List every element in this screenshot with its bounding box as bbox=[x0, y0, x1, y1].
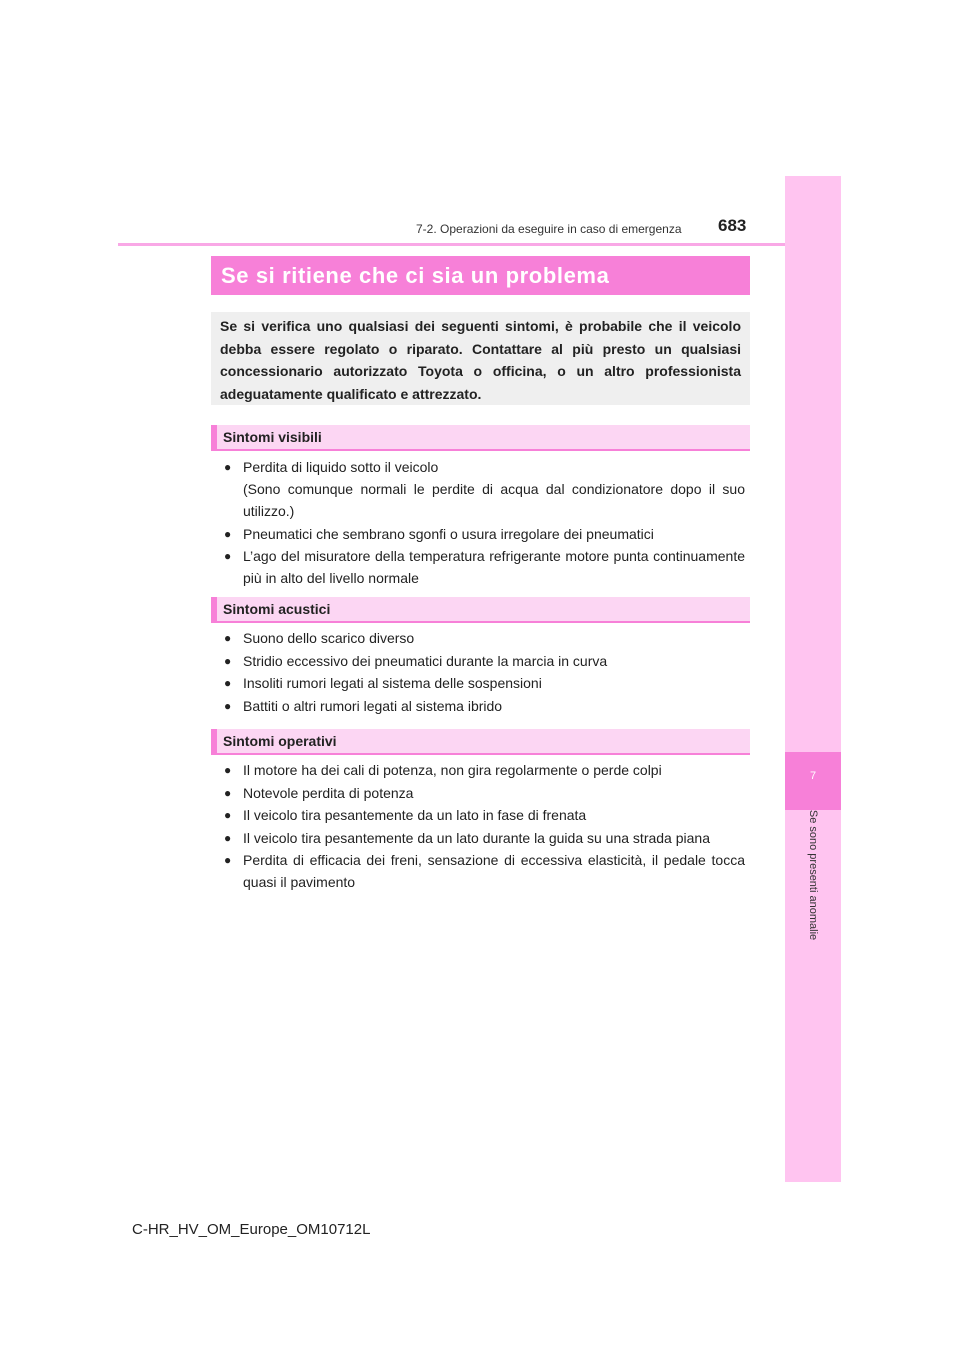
bullet-icon: ● bbox=[224, 853, 232, 867]
intro-box: Se si verifica uno qualsiasi dei seguenti sintomi, è probabile che il veicolo debba essere regolato o riparato. Contattare al più presto un qualsiasi concessionario autorizzato Toyota o officina, o un altro professionista adeguatamente qualificato e attrezzato. bbox=[211, 312, 750, 405]
list-item-text: L’ago del misuratore della temperatura refrigerante motore punta continuamente più in alto del livello normale bbox=[243, 548, 745, 586]
header-divider bbox=[118, 243, 785, 246]
list-item-text: Battiti o altri rumori legati al sistema ibrido bbox=[243, 697, 503, 714]
list-item-text: Il veicolo tira pesantemente da un lato in fase di frenata bbox=[243, 807, 587, 823]
operational-symptoms-list bbox=[224, 759, 745, 894]
side-chapter-strip bbox=[785, 176, 841, 1182]
bullet-icon: ● bbox=[224, 549, 232, 563]
list-item bbox=[224, 672, 745, 694]
subheading-acoustic-symptoms: Sintomi acustici bbox=[211, 597, 750, 623]
section-title: 7-2. Operazioni da eseguire in caso di emergenza bbox=[416, 222, 682, 236]
list-item-text: Pneumatici che sembrano sgonfi o usura irregolare dei pneumatici bbox=[243, 525, 654, 542]
list-item-text: Notevole perdita di potenza bbox=[243, 784, 414, 801]
visible-symptoms-list bbox=[224, 456, 745, 590]
acoustic-symptoms-list bbox=[224, 627, 745, 717]
chapter-label: Se sono presenti anomalie bbox=[807, 809, 819, 941]
bullet-icon: ● bbox=[224, 460, 232, 474]
bullet-icon: ● bbox=[224, 785, 232, 800]
subheading-operational-symptoms: Sintomi operativi bbox=[211, 729, 750, 755]
bullet-icon: ● bbox=[224, 676, 232, 690]
list-item bbox=[224, 759, 745, 781]
list-item-text: Insoliti rumori legati al sistema delle sospensioni bbox=[243, 675, 542, 691]
bullet-icon: ● bbox=[224, 526, 232, 541]
subheading-visible-symptoms: Sintomi visibili bbox=[211, 425, 750, 451]
list-item-text: Stridio eccessivo dei pneumatici durante la marcia in curva bbox=[243, 652, 608, 669]
list-item-text: Perdita di liquido sotto il veicolo bbox=[243, 459, 439, 475]
bullet-icon: ● bbox=[224, 808, 232, 822]
main-heading: Se si ritiene che ci sia un problema bbox=[211, 256, 750, 295]
list-item-note: (Sono comunque normali le perdite di acqua dal condizionatore dopo il suo utilizzo.) bbox=[243, 481, 745, 519]
list-item bbox=[224, 827, 745, 849]
list-item bbox=[224, 523, 745, 545]
chapter-number: 7 bbox=[809, 770, 817, 782]
list-item bbox=[224, 695, 745, 717]
bullet-icon: ● bbox=[224, 653, 232, 668]
bullet-icon: ● bbox=[224, 830, 232, 845]
bullet-icon: ● bbox=[224, 698, 232, 713]
bullet-icon: ● bbox=[224, 763, 232, 777]
list-item-text: Il veicolo tira pesantemente da un lato durante la guida su una strada piana bbox=[243, 829, 710, 846]
list-item bbox=[224, 804, 745, 826]
list-item bbox=[224, 627, 745, 649]
list-item bbox=[224, 456, 745, 522]
list-item bbox=[224, 650, 745, 672]
list-item bbox=[224, 545, 745, 589]
list-item bbox=[224, 782, 745, 804]
list-item-text: Suono dello scarico diverso bbox=[243, 630, 415, 646]
list-item-text: Perdita di efficacia dei freni, sensazione di eccessiva elasticità, il pedale tocca quasi il pavimento bbox=[243, 852, 745, 890]
bullet-icon: ● bbox=[224, 631, 232, 645]
footer-document-code: C-HR_HV_OM_Europe_OM10712L bbox=[132, 1221, 371, 1238]
list-item bbox=[224, 849, 745, 893]
page-number: 683 bbox=[718, 216, 747, 235]
list-item-text: Il motore ha dei cali di potenza, non gira regolarmente o perde colpi bbox=[243, 762, 662, 778]
